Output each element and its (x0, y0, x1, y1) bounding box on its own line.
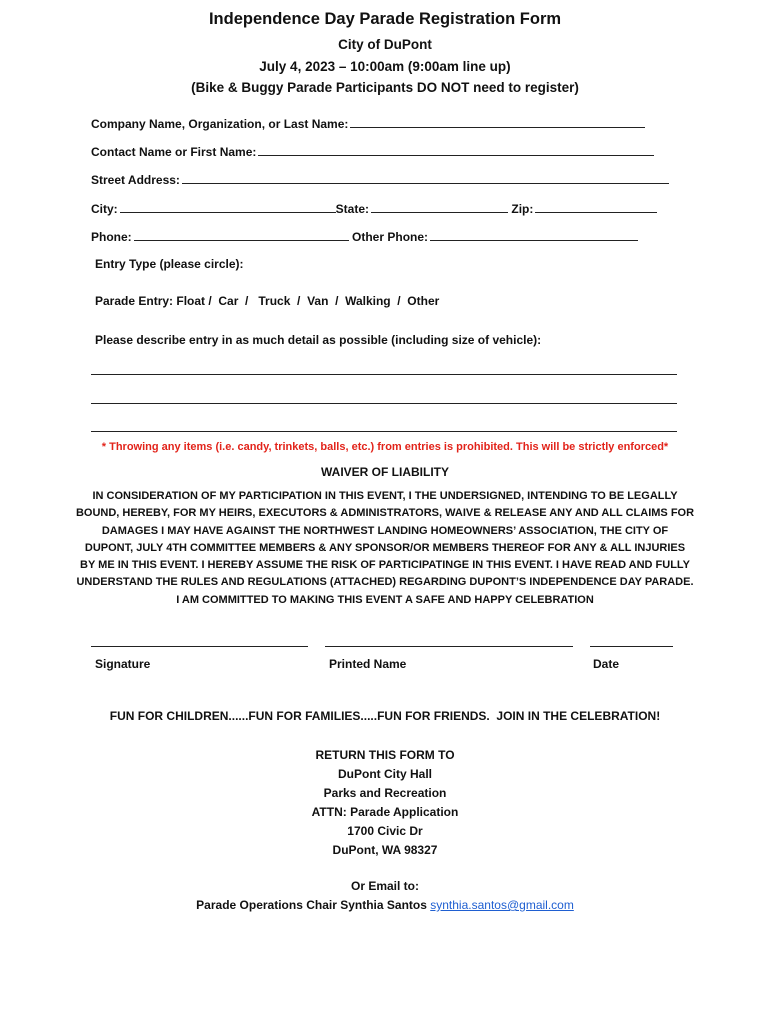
zip-line[interactable] (535, 201, 657, 213)
return-line: Parks and Recreation (323, 786, 447, 800)
fun-tagline: FUN FOR CHILDREN......FUN FOR FAMILIES.....FUN FOR FRIENDS. JOIN IN THE CELEBRATION! (109, 709, 661, 723)
street-label: Street Address: (91, 173, 180, 187)
company-field[interactable] (91, 116, 645, 131)
return-line: RETURN THIS FORM TO (315, 748, 455, 762)
return-line: 1700 Civic Dr (347, 824, 423, 838)
waiver-line: UNDERSTAND THE RULES AND REGULATIONS (ATTACHED) REGARDING DUPONT’S INDEPENDENCE DAY PARADE. (76, 576, 694, 589)
date-label: Date (593, 657, 620, 671)
waiver-line: I AM COMMITTED TO MAKING THIS EVENT A SAFE AND HAPPY CELEBRATION (176, 593, 594, 606)
street-line[interactable] (182, 172, 669, 184)
phone-line[interactable] (134, 229, 349, 241)
city-state-zip-field[interactable] (91, 201, 657, 216)
company-line[interactable] (350, 116, 645, 128)
printed-name-line[interactable] (325, 646, 573, 647)
phone-label: Phone: (91, 230, 132, 244)
contact-line[interactable] (258, 144, 654, 156)
signature-line[interactable] (91, 646, 308, 647)
zip-label: Zip: (511, 202, 534, 216)
description-line-2[interactable] (91, 403, 677, 404)
waiver-line: IN CONSIDERATION OF MY PARTICIPATION IN THIS EVENT, I THE UNDERSIGNED, INTENDING TO BE LEGALLY (92, 490, 678, 502)
entry-type-label: Entry Type (please circle): (95, 257, 244, 271)
waiver-title: WAIVER OF LIABILITY (321, 465, 449, 479)
return-line: DuPont, WA 98327 (332, 843, 438, 857)
printed-name-label: Printed Name (329, 657, 407, 671)
city-line[interactable] (120, 201, 336, 213)
return-address (0, 746, 770, 860)
waiver-line: DUPONT, JULY 4TH COMMITTEE MEMBERS & ANY SPONSOR/OR MEMBERS THEREOF FOR ANY & ALL INJURIES (84, 541, 686, 554)
waiver-line: BOUND, HEREBY, FOR MY HEIRS, EXECUTORS & ADMINISTRATORS, WAIVE & RELEASE ANY AND ALL CLAIMS FOR (75, 507, 695, 520)
city-label: City: (91, 202, 118, 216)
description-line-1[interactable] (91, 374, 677, 375)
other-phone-label: Other Phone: (352, 230, 429, 244)
email-contact-prefix: Parade Operations Chair Synthia Santos (196, 898, 431, 912)
contact-field[interactable] (91, 144, 654, 159)
contact-label: Contact Name or First Name: (91, 145, 257, 159)
return-line: DuPont City Hall (337, 767, 432, 781)
phone-field[interactable] (91, 229, 638, 244)
describe-entry-label: Please describe entry in as much detail as possible (including size of vehicle): (95, 333, 542, 347)
date-line[interactable] (590, 646, 673, 647)
waiver-line: BY ME IN THIS EVENT. I HEREBY ASSUME THE RISK OF PARTICIPATINGE IN THIS EVENT. I HAVE READ AND FULLY (80, 559, 690, 572)
return-line: ATTN: Parade Application (311, 805, 459, 819)
bike-buggy-note: (Bike & Buggy Parade Participants DO NOT need to register) (191, 80, 579, 95)
form-title: Independence Day Parade Registration Form (208, 10, 562, 28)
street-field[interactable] (91, 172, 669, 187)
waiver-line: DAMAGES I MAY HAVE AGAINST THE NORTHWEST LANDING HOMEOWNERS’ ASSOCIATION, THE CITY OF (101, 524, 669, 537)
state-label: State: (335, 202, 370, 216)
company-label: Company Name, Organization, or Last Name: (91, 117, 349, 131)
city-name: City of DuPont (338, 37, 432, 52)
throwing-warning: * Throwing any items (i.e. candy, trinkets, balls, etc.) from entries is prohibited. This will be strictly enforced* (101, 441, 669, 453)
waiver-text (55, 488, 715, 609)
event-date: July 4, 2023 – 10:00am (9:00am line up) (259, 59, 511, 74)
email-link[interactable]: synthia.santos@gmail.com (430, 898, 574, 912)
signature-label: Signature (95, 657, 151, 671)
state-line[interactable] (371, 201, 508, 213)
other-phone-line[interactable] (430, 229, 638, 241)
entry-options[interactable]: Parade Entry: Float / Car / Truck / Van / Walking / Other (95, 294, 440, 308)
email-heading: Or Email to: (350, 879, 419, 893)
description-line-3[interactable] (91, 431, 677, 432)
email-contact (0, 898, 770, 912)
